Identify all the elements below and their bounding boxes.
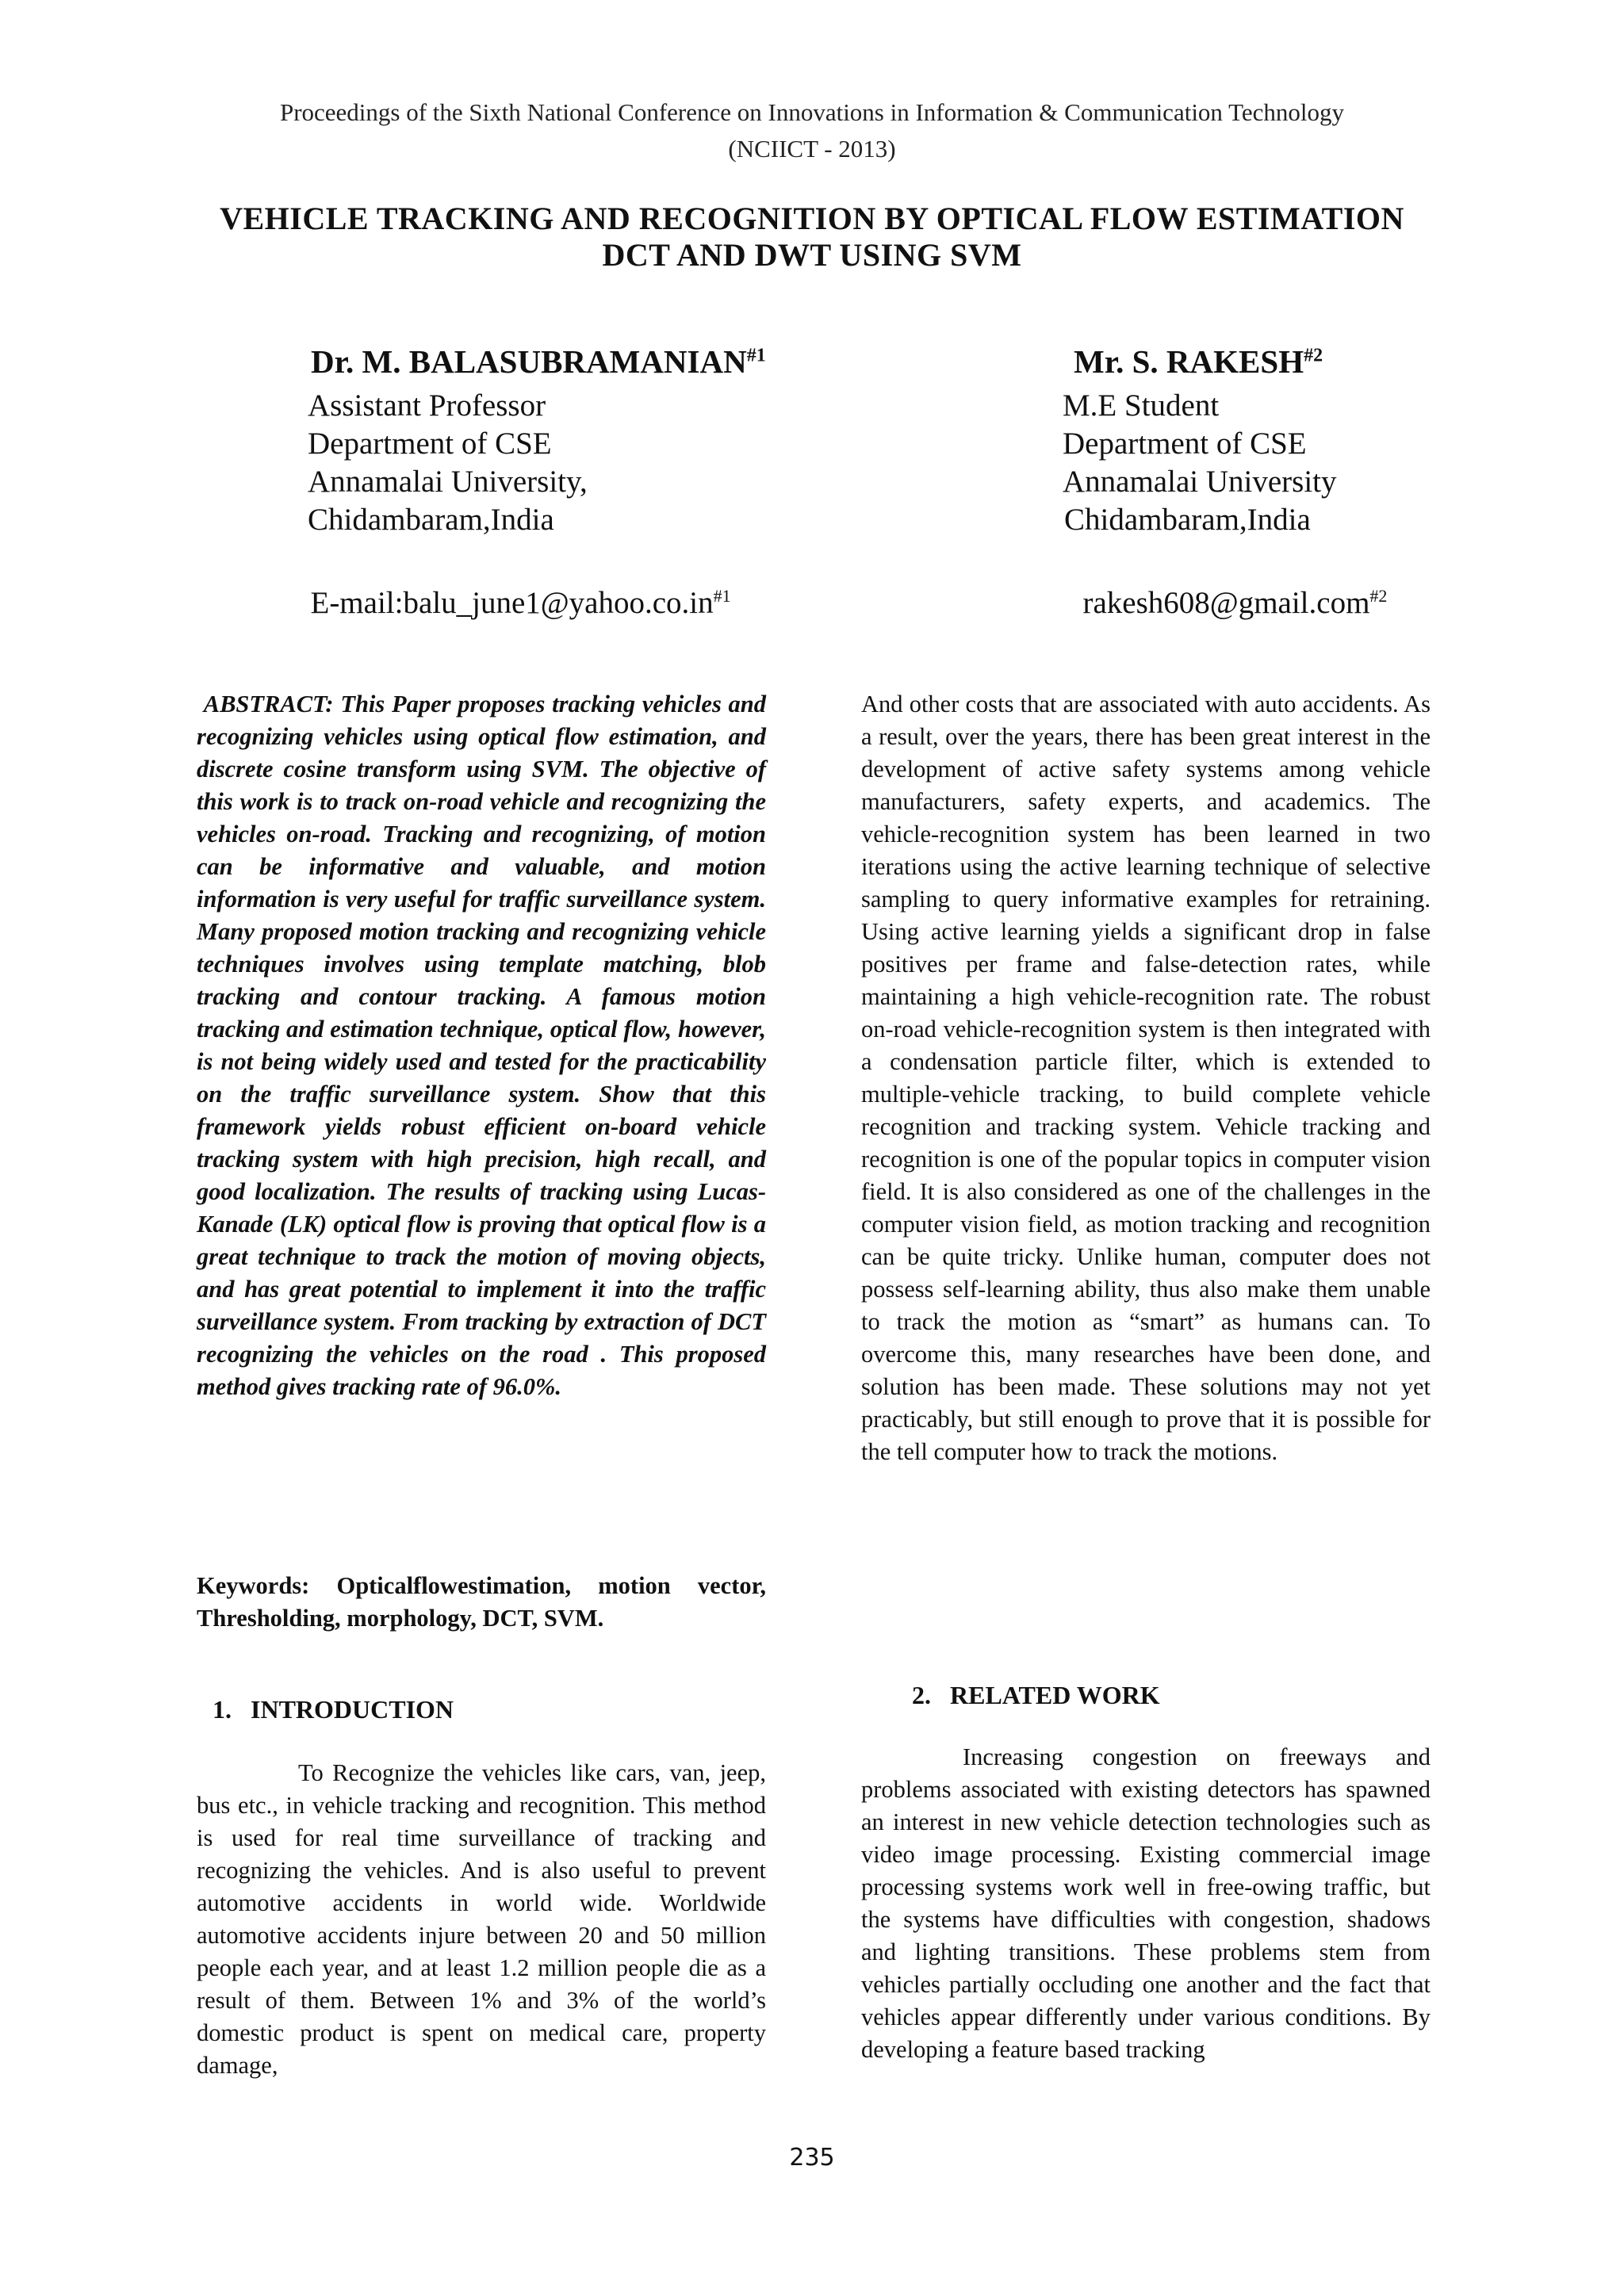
introduction-paragraph: To Recognize the vehicles like cars, van, jeep, bus etc., in vehicle tracking and recognition. This method is used for real time surveillance of tracking and recognizing the vehicles. And is also useful to prevent automotive accidents in world wide. Worldwide automotive accidents injure between 20 and 50 million people each year, and at least 1.2 million people die as a result of them. Between 1% and 3% of the world’s domestic product is spent on medical care, property damage, (197, 1759, 766, 2079)
author2-name-text: Mr. S. RAKESH (1074, 343, 1304, 380)
conference-header-line1: Proceedings of the Sixth National Conference on Innovations in Information & Communication Technology (279, 98, 1345, 126)
abstract-label: ABSTRACT: (203, 691, 334, 718)
author2-department: Department of CSE (1063, 427, 1307, 461)
author1-department: Department of CSE (308, 427, 552, 461)
author1-name-text: Dr. M. BALASUBRAMANIAN (311, 343, 747, 380)
author2-university: Annamalai University (1063, 465, 1337, 499)
author2-location: Chidambaram,India (1064, 503, 1311, 537)
paper-title-line2: DCT AND DWT USING SVM (602, 237, 1022, 273)
related-work-paragraph: Increasing congestion on freeways and problems associated with existing detectors has spawned an interest in new vehicle detection technologies such as video image processing. Existing commercial image processing systems work well in free-owing traffic, but the systems have difficulties with congestion, shadows and lighting transitions. These problems stem from vehicles partially occluding one another and the fact that vehicles appear differently under various conditions. By developing a feature based tracking (861, 1743, 1431, 2063)
page-number: 235 (789, 2144, 835, 2172)
introduction-heading: 1. INTRODUCTION (213, 1695, 454, 1724)
author1-email-text: E-mail:balu_june1@yahoo.co.in (310, 586, 714, 620)
keywords-paragraph (197, 1570, 766, 1635)
keywords (197, 1570, 766, 1635)
abstract (197, 688, 766, 1403)
keywords-text: Opticalflowestimation, motion vector, Thresholding, morphology, DCT, SVM. (197, 1572, 766, 1632)
right-column-body (861, 688, 1431, 1468)
author1-mark: #1 (746, 345, 766, 366)
author1-email-mark: #1 (713, 586, 731, 606)
related-work-heading: 2. RELATED WORK (912, 1681, 1160, 1709)
author1-location: Chidambaram,India (308, 503, 554, 537)
author2-email-mark: #2 (1369, 586, 1388, 606)
author1-university: Annamalai University, (308, 465, 588, 499)
related-work-body (861, 1741, 1431, 2066)
author2-mark: #2 (1304, 345, 1323, 366)
author1-title: Assistant Professor (308, 388, 546, 423)
author2-email-text: rakesh608@gmail.com (1082, 586, 1370, 620)
author1-name (311, 342, 766, 381)
right-column-paragraph: And other costs that are associated with auto accidents. As a result, over the years, there has been great interest in the development of active safety systems among vehicle manufacturers, safety experts, and academics. The vehicle-recognition system has been learned in two iterations using the active learning technique of selective sampling to query informative examples for retraining. Using active learning yields a significant drop in false positives per frame and false-detection rates, while maintaining a high vehicle-recognition rate. The robust on-road vehicle-recognition system is then integrated with a condensation particle filter, which is extended to multiple-vehicle tracking, to build complete vehicle recognition and tracking system. Vehicle tracking and recognition is one of the popular topics in computer vision field. It is also considered as one of the challenges in the computer vision field, as motion tracking and recognition can be quite tricky. Unlike human, computer does not possess self-learning ability, thus also make them unable to track the motion as “smart” as humans can. To overcome this, many researches have been done, and solution has been made. These solutions may not yet practicably, but still enough to prove that it is possible for the tell computer how to track the motions. (861, 691, 1431, 1465)
author2-email (1067, 539, 1387, 622)
keywords-label: Keywords: (197, 1572, 310, 1599)
introduction-body (197, 1757, 766, 2082)
author2-name (1074, 342, 1323, 381)
conference-header-line2: (NCIICT - 2013) (728, 135, 896, 163)
abstract-text: This Paper proposes tracking vehicles and recognizing vehicles using optical flow estimation, and discrete cosine transform using SVM. The objective of this work is to track on-road vehicle and recognizing the vehicles on-road. Tracking and recognizing, of motion can be informative and valuable, and motion information is very useful for traffic surveillance system. Many proposed motion tracking and recognizing vehicle techniques involves using template matching, blob tracking and contour tracking. A famous motion tracking and estimation technique, optical flow, however, is not being widely used and tested for the practicability on the traffic surveillance system. Show that this framework yields robust efficient on-board vehicle tracking system with high precision, high recall, and good localization. The results of tracking using Lucas-Kanade (LK) optical flow is proving that optical flow is a great technique to track the motion of moving objects, and has great potential to implement it into the traffic surveillance system. From tracking by extraction of DCT recognizing the vehicles on the road . This proposed method gives tracking rate of 96.0%. (197, 691, 767, 1400)
abstract-paragraph (197, 688, 766, 1403)
paper-title-line1: VEHICLE TRACKING AND RECOGNITION BY OPTICAL FLOW ESTIMATION (220, 201, 1404, 236)
author1-email (295, 539, 731, 622)
author2-title: M.E Student (1063, 388, 1220, 423)
